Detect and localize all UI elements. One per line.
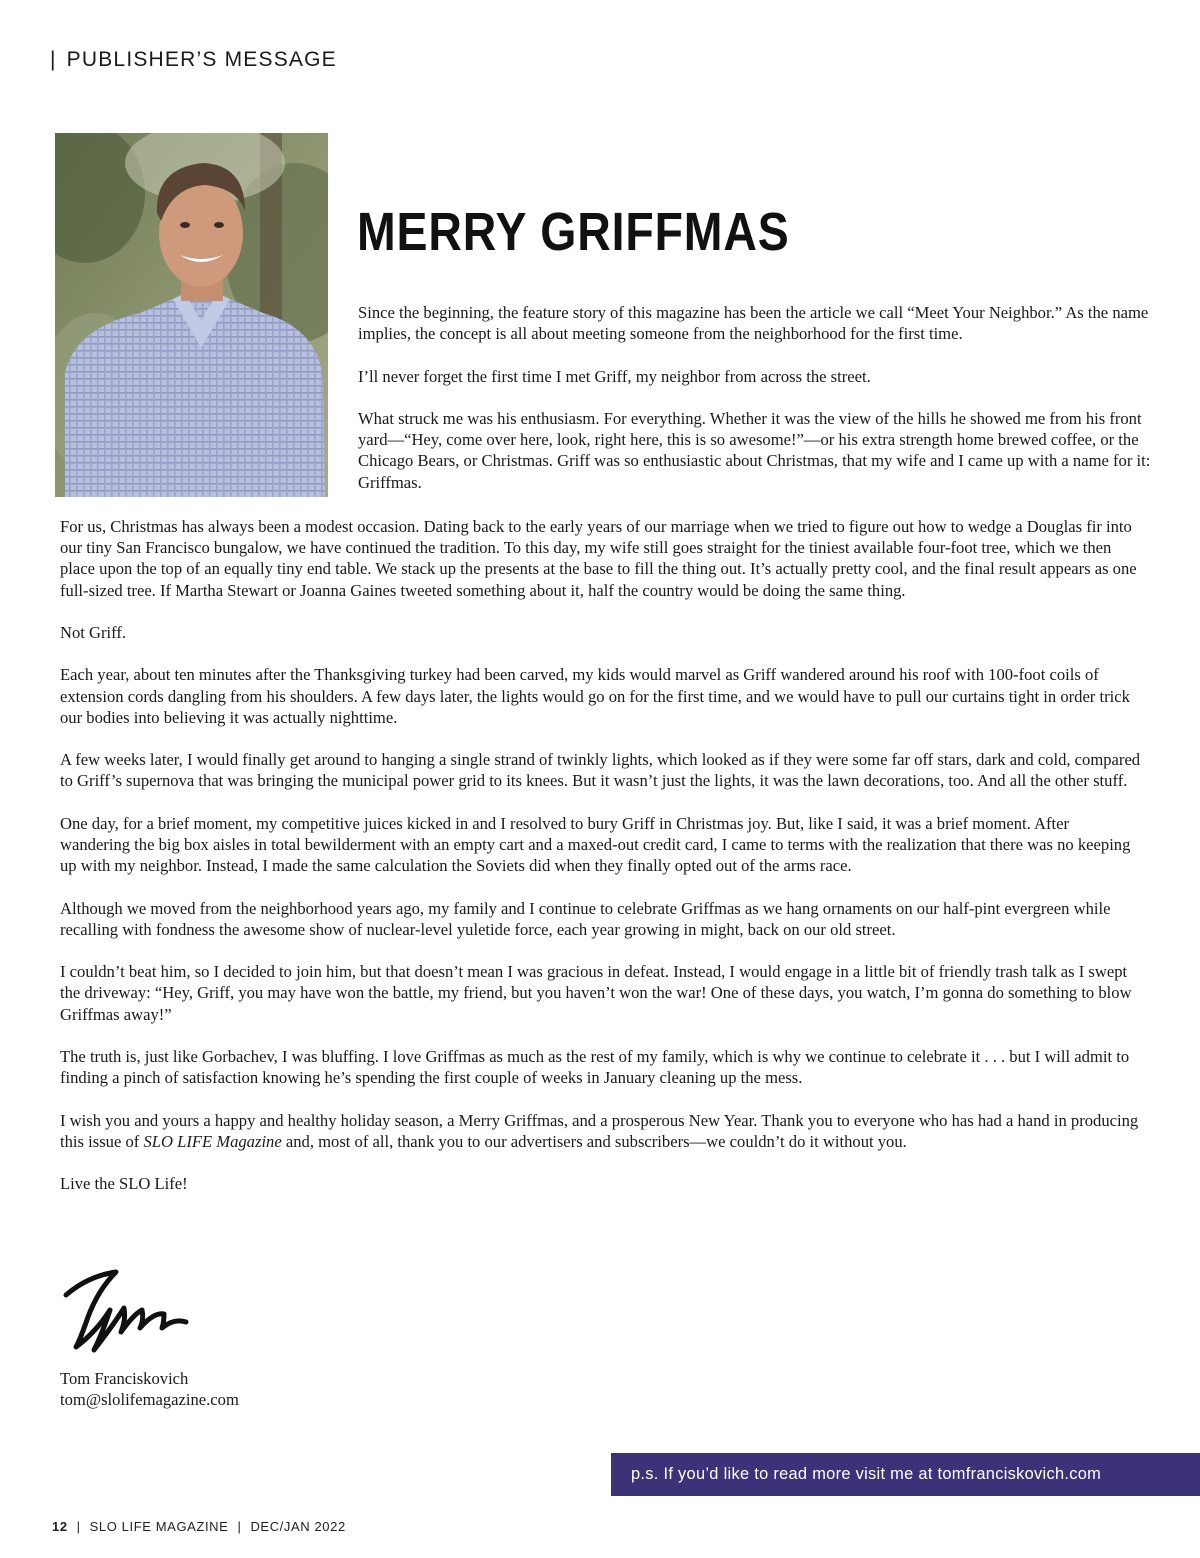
body-paragraph: For us, Christmas has always been a modest occasion. Dating back to the early years of our marriage when we tried to figure out how to wedge a Douglas fir into our tiny San Francisco bungalow, we have continued the tradition. To this day, my wife still goes straight for the tiniest available four-foot tree, which we then place upon the top of an equally tiny end table. We stack up the presents at the base to fill the thing out. It’s actually pretty cool, and the final result appears as one full-sized tree. If Martha Stewart or Joanna Gaines tweeted something about it, half the country would be doing the same thing. xyxy=(60,517,1137,600)
article-body xyxy=(60,516,1142,1216)
author-block xyxy=(60,1368,239,1410)
page-footer xyxy=(52,1519,346,1534)
ps-banner[interactable]: p.s. If you’d like to read more visit me at tomfranciskovich.com xyxy=(611,1453,1200,1496)
footer-issue: DEC/JAN 2022 xyxy=(250,1519,346,1534)
closing-paragraph xyxy=(60,1110,1142,1152)
footer-magazine: SLO LIFE MAGAZINE xyxy=(89,1519,229,1534)
headline: MERRY GRIFFMAS xyxy=(357,202,790,262)
body-paragraph: The truth is, just like Gorbachev, I was bluffing. I love Griffmas as much as the rest of my family, which is why we continue to celebrate it . . . but I will admit to finding a pinch of satisfaction knowing he’s spending the first couple of weeks in January cleaning up the mess. xyxy=(60,1046,1130,1088)
author-name: Tom Franciskovich xyxy=(60,1369,189,1388)
closing-text-before: I wish you and yours a happy and healthy holiday season, a Merry Griffmas, and a prosperous New Year. Thank you to everyone who has had a hand in producing this issue of xyxy=(60,1110,1139,1151)
body-paragraph: I couldn’t beat him, so I decided to join him, but that doesn’t mean I was gracious in defeat. Instead, I would engage in a little bit of friendly trash talk as I swept the driveway: “Hey, Griff, you may have won the battle, my friend, but you haven’t won the war! One of these days, you watch, I’m gonna do something to blow Griffmas away!” xyxy=(60,962,1132,1024)
section-divider: | xyxy=(50,48,57,71)
footer-divider: | xyxy=(76,1519,81,1534)
body-paragraph: Not Griff. xyxy=(60,623,127,642)
section-title: PUBLISHER’S MESSAGE xyxy=(66,48,337,71)
intro-paragraph: I’ll never forget the first time I met Griff, my neighbor from across the street. xyxy=(358,366,871,386)
page-number: 12 xyxy=(52,1519,68,1534)
closing-text-after: and, most of all, thank you to our advertisers and subscribers—we couldn’t do it without you. xyxy=(281,1131,907,1151)
body-paragraph: Each year, about ten minutes after the Thanksgiving turkey had been carved, my kids would marvel as Griff wandered around his roof with 100-foot coils of extension cords dangling from his shoulders. A few days later, the lights would go on for the first time, and we would have to pull our curtains tight in order trick our bodies into believing it was actually nighttime. xyxy=(60,665,1130,727)
magazine-title: SLO LIFE Magazine xyxy=(143,1131,282,1151)
signature xyxy=(58,1262,198,1357)
intro-paragraph: What struck me was his enthusiasm. For everything. Whether it was the view of the hills he showed me from his front yard—“Hey, come over here, look, right here, this is so awesome!”—or his extra strength home brewed coffee, or the Chicago Bears, or Christmas. Griff was so enthusiastic about Christmas, that my wife and I came up with a name for it: Griffmas. xyxy=(358,408,1151,492)
author-photo xyxy=(55,133,328,497)
footer-divider: | xyxy=(237,1519,242,1534)
body-paragraph: A few weeks later, I would finally get around to hanging a single strand of twinkly lights, which looked as if they were some far off stars, dark and cold, compared to Griff’s supernova that was bringing the municipal power grid to its knees. But it wasn’t just the lights, it was the lawn decorations, too. And all the other stuff. xyxy=(60,750,1141,791)
section-label xyxy=(50,48,337,72)
body-paragraph: One day, for a brief moment, my competitive juices kicked in and I resolved to bury Griff in Christmas joy. But, like I said, it was a brief moment. After wandering the big box aisles in total bewilderment with an empty cart and a maxed-out credit card, I came to terms with the realization that there was no keeping up with my neighbor. Instead, I made the same calculation the Soviets did when they finally opted out of the arms race. xyxy=(60,813,1131,876)
intro-paragraph: Since the beginning, the feature story of this magazine has been the article we call “Meet Your Neighbor.” As the name implies, the concept is all about meeting someone from the neighborhood for the first time. xyxy=(358,303,1149,344)
body-paragraph: Although we moved from the neighborhood years ago, my family and I continue to celebrate Griffmas as we hang ornaments on our half-pint evergreen while recalling with fondness the awesome show of nuclear-level yuletide force, each year growing in might, back on our old street. xyxy=(60,898,1111,939)
sign-off: Live the SLO Life! xyxy=(60,1174,188,1194)
author-email[interactable]: tom@slolifemagazine.com xyxy=(60,1390,239,1410)
intro-text xyxy=(358,302,1158,493)
